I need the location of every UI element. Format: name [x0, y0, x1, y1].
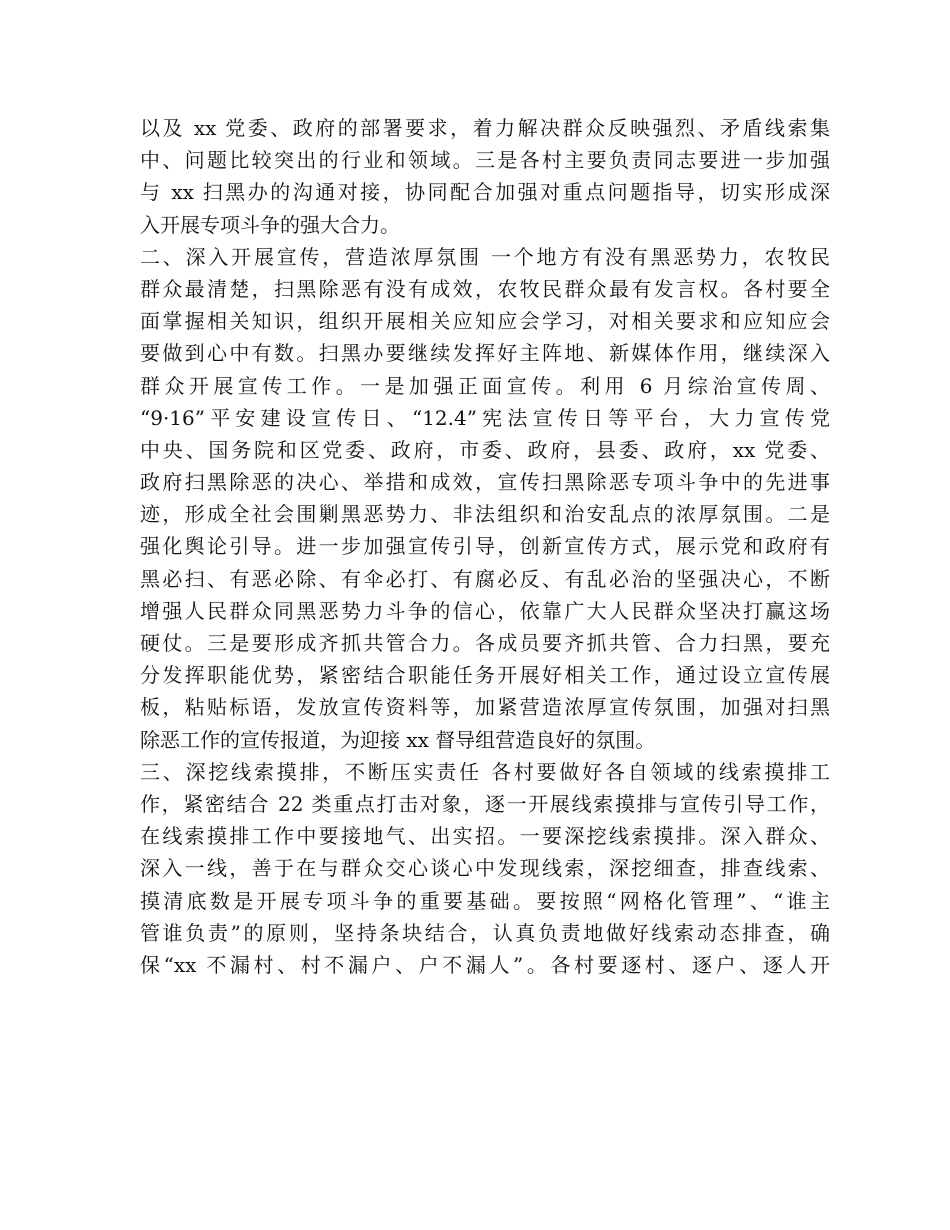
text-line: 入开展专项斗争的强大合力。 — [140, 212, 400, 237]
text-line: 分发挥职能优势，紧密结合职能任务开展好相关工作，通过设立宣传展 — [140, 663, 830, 688]
text-line: 黑必扫、有恶必除、有伞必打、有腐必反、有乱必治的坚强决心，不断 — [140, 566, 830, 591]
body-text — [140, 112, 830, 981]
text-line: 政府扫黑除恶的决心、举措和成效，宣传扫黑除恶专项斗争中的先进事 — [140, 470, 830, 495]
text-line: “9·16”平安建设宣传日、“12.4”宪法宣传日等平台，大力宣传党 — [140, 405, 830, 430]
text-line: 除恶工作的宣传报道，为迎接 xx 督导组营造良好的氛围。 — [140, 727, 656, 752]
text-line: 群众开展宣传工作。一是加强正面宣传。利用 6 月综治宣传周、 — [140, 373, 830, 398]
text-line: 面掌握相关知识，组织开展相关应知应会学习，对相关要求和应知应会 — [140, 309, 830, 334]
section-heading-line: 三、深挖线索摸排，不断压实责任 各村要做好各自领域的线索摸排工 — [140, 759, 830, 784]
text-line: 以及 xx 党委、政府的部署要求，着力解决群众反映强烈、矛盾线索集 — [140, 116, 830, 140]
text-line: 增强人民群众同黑恶势力斗争的信心，依靠广大人民群众坚决打赢这场 — [140, 598, 830, 623]
text-line: 摸清底数是开展专项斗争的重要基础。要按照“网格化管理”、“谁主 — [140, 888, 830, 913]
text-line: 要做到心中有数。扫黑办要继续发挥好主阵地、新媒体作用，继续深入 — [140, 341, 830, 366]
text-line: 保“xx 不漏村、村不漏户、户不漏人”。各村要逐村、逐户、逐人开 — [140, 952, 830, 977]
section-heading-line: 二、深入开展宣传，营造浓厚氛围 一个地方有没有黑恶势力，农牧民 — [140, 244, 830, 269]
text-line: 群众最清楚，扫黑除恶有没有成效，农牧民群众最有发言权。各村要全 — [140, 276, 830, 301]
text-line: 管谁负责”的原则，坚持条块结合，认真负责地做好线索动态排查，确 — [140, 920, 830, 945]
text-line: 板，粘贴标语，发放宣传资料等，加紧营造浓厚宣传氛围，加强对扫黑 — [140, 695, 830, 720]
text-line: 强化舆论引导。进一步加强宣传引导，创新宣传方式，展示党和政府有 — [140, 534, 830, 559]
text-line: 迹，形成全社会围剿黑恶势力、非法组织和治安乱点的浓厚氛围。二是 — [140, 502, 830, 527]
text-line: 硬仗。三是要形成齐抓共管合力。各成员要齐抓共管、合力扫黑，要充 — [140, 631, 830, 655]
text-line: 深入一线，善于在与群众交心谈心中发现线索，深挖细查，排查线索、 — [140, 856, 830, 881]
text-line: 作，紧密结合 22 类重点打击对象，逐一开展线索摸排与宣传引导工作， — [140, 791, 830, 816]
text-line: 中央、国务院和区党委、政府，市委、政府，县委、政府，xx 党委、 — [140, 437, 830, 462]
text-line: 在线索摸排工作中要接地气、出实招。一要深挖线索摸排。深入群众、 — [140, 824, 830, 849]
text-line: 与 xx 扫黑办的沟通对接，协同配合加强对重点问题指导，切实形成深 — [140, 180, 830, 205]
text-line: 中、问题比较突出的行业和领域。三是各村主要负责同志要进一步加强 — [140, 148, 830, 173]
